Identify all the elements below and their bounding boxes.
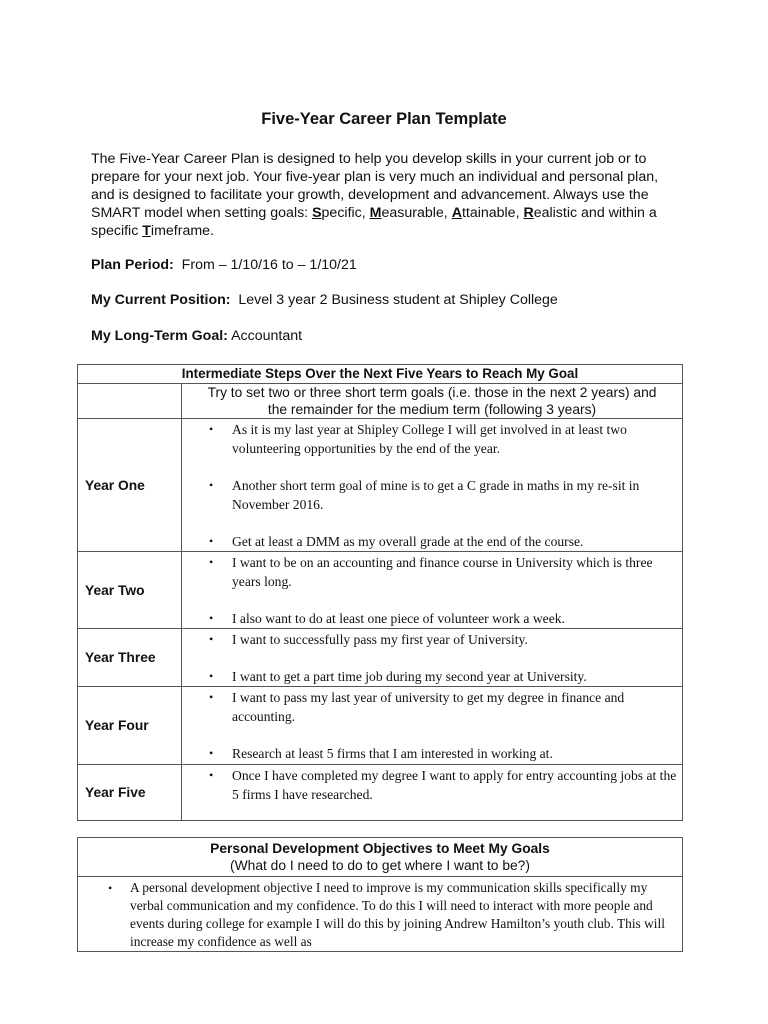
- year-steps: [182, 419, 683, 552]
- steps-subheading-line2: the remainder for the medium term (following 3 years): [267, 402, 597, 417]
- year-steps: [182, 765, 683, 821]
- smart-word-a: ttainable,: [461, 205, 524, 221]
- bullet-icon: •: [209, 611, 214, 625]
- current-position-label: My Current Position:: [91, 292, 231, 308]
- smart-word-m: easurable,: [381, 205, 452, 221]
- smart-letter-a: A: [451, 205, 462, 221]
- smart-letter-m: M: [369, 205, 382, 221]
- step-text: I want to be on an accounting and finance course in University which is three years long.: [232, 555, 653, 589]
- plan-period-value: From – 1/10/16 to – 1/10/21: [181, 257, 357, 273]
- step-text: I want to get a part time job during my second year at University.: [232, 669, 587, 684]
- bullet-icon: •: [209, 422, 214, 436]
- bullet-icon: •: [209, 746, 214, 760]
- list-item: [182, 532, 682, 551]
- year-steps: [182, 629, 683, 687]
- long-term-goal: [91, 328, 302, 344]
- list-item: [182, 688, 682, 726]
- year-label: Year Five: [78, 765, 182, 821]
- step-text: Research at least 5 firms that I am interested in working at.: [232, 746, 553, 761]
- intro-text: The Five-Year Career Plan is designed to help you develop skills in your current job or to prepare for your next job. Your five-year plan is very much an individual and personal plan, and is designed to facilitate your growth, development and advancement. Always use the SMART model when setting goals:: [91, 151, 659, 221]
- dev-table-heading: Personal Development Objectives to Meet My Goals: [210, 841, 550, 856]
- table-row: [78, 687, 683, 765]
- personal-development-table: [77, 837, 683, 952]
- list-item: [182, 420, 682, 458]
- steps-subheading-line1: Try to set two or three short term goals (i.e. those in the next 2 years) and: [207, 385, 657, 400]
- long-term-goal-label: My Long-Term Goal:: [91, 328, 228, 344]
- list-item: [182, 553, 682, 591]
- year-label: Year Four: [78, 687, 182, 765]
- table-row: [78, 629, 683, 687]
- step-text: Get at least a DMM as my overall grade at the end of the course.: [232, 534, 584, 549]
- bullet-icon: •: [209, 534, 214, 548]
- list-item: [182, 630, 682, 649]
- dev-table-subheading: (What do I need to do to get where I want to be?): [230, 858, 530, 873]
- long-term-goal-value: Accountant: [231, 328, 303, 344]
- dev-table-body: [78, 877, 683, 952]
- smart-word-r: ealistic: [533, 205, 578, 221]
- plan-period: [91, 257, 357, 273]
- smart-letter-t: T: [142, 223, 151, 239]
- smart-pre-t: and within a specific: [91, 205, 657, 239]
- plan-period-label: Plan Period:: [91, 257, 174, 273]
- step-text: I want to successfully pass my first year of University.: [232, 632, 528, 647]
- smart-word-t: imeframe.: [150, 223, 214, 239]
- list-item: [182, 766, 682, 804]
- bullet-icon: •: [209, 690, 214, 704]
- list-item: [182, 609, 682, 628]
- bullet-icon: •: [108, 881, 113, 895]
- step-text: Another short term goal of mine is to get a C grade in maths in my re-sit in November 2016.: [232, 478, 640, 512]
- list-item: [182, 667, 682, 686]
- steps-table-heading: Intermediate Steps Over the Next Five Years to Reach My Goal: [78, 365, 683, 384]
- bullet-icon: •: [209, 768, 214, 782]
- step-text: I want to pass my last year of university to get my degree in finance and accounting.: [232, 690, 625, 724]
- list-item: [78, 879, 682, 951]
- bullet-icon: •: [209, 478, 214, 492]
- smart-letter-r: R: [523, 205, 534, 221]
- steps-table-blank-cell: [78, 384, 182, 419]
- year-label: Year Two: [78, 552, 182, 629]
- bullet-icon: •: [209, 669, 214, 683]
- year-steps: [182, 687, 683, 765]
- year-label: Year Three: [78, 629, 182, 687]
- step-text: I also want to do at least one piece of volunteer work a week.: [232, 611, 565, 626]
- list-item: [182, 476, 682, 514]
- list-item: [182, 744, 682, 763]
- current-position-value: Level 3 year 2 Business student at Shipley College: [238, 292, 558, 308]
- table-row: [78, 419, 683, 552]
- year-steps: [182, 552, 683, 629]
- table-row: [78, 552, 683, 629]
- bullet-icon: •: [209, 632, 214, 646]
- table-row: [78, 765, 683, 821]
- bullet-icon: •: [209, 555, 214, 569]
- document-title: Five-Year Career Plan Template: [261, 110, 507, 128]
- intro-paragraph: [91, 150, 681, 240]
- current-position: [91, 292, 558, 308]
- intermediate-steps-table: [77, 364, 683, 821]
- objective-text: A personal development objective I need to improve is my communication skills specifically my verbal communication and my confidence. To do this I will need to interact with more people and events during college for example I will do this by joining Andrew Hamilton’s youth club. This will increase my confidence as well as: [130, 880, 665, 949]
- steps-table-subheading: [182, 384, 683, 419]
- dev-table-header: [78, 838, 683, 877]
- smart-letter-s: S: [312, 205, 322, 221]
- step-text: Once I have completed my degree I want to apply for entry accounting jobs at the 5 firms I have researched.: [232, 768, 677, 802]
- step-text: As it is my last year at Shipley College I will get involved in at least two volunteering opportunities by the end of the year.: [232, 422, 627, 456]
- year-label: Year One: [78, 419, 182, 552]
- smart-word-s: pecific,: [321, 205, 370, 221]
